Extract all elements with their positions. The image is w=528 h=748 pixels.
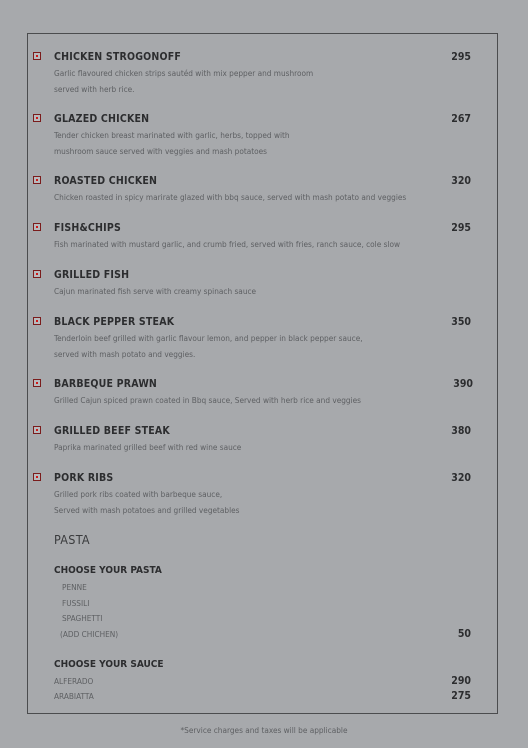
veg-nonveg-marker-icon [33, 270, 41, 278]
item-name: GLAZED CHICKEN [54, 113, 150, 125]
pasta-option: SPAGHETTI [62, 613, 103, 623]
item-price: 267 [451, 113, 471, 125]
item-name: BLACK PEPPER STEAK [54, 316, 175, 328]
sauce-price: 275 [451, 690, 471, 702]
item-name: BARBEQUE PRAWN [54, 378, 158, 390]
add-chicken-option: (ADD CHICHEN) [60, 629, 119, 639]
pasta-option: FUSSILI [62, 598, 90, 608]
item-description-line2: Served with mash potatoes and grilled vegetables [54, 505, 240, 515]
item-description: Fish marinated with mustard garlic, and crumb fried, served with fries, ranch sauce, cole slow [54, 239, 401, 249]
service-charge-note: *Service charges and taxes will be applicable [180, 725, 348, 735]
item-name: ROASTED CHICKEN [54, 175, 158, 187]
item-description: Garlic flavoured chicken strips sautéd with mix pepper and mushroom [54, 68, 314, 78]
item-price: 380 [451, 425, 471, 437]
item-description: Tender chicken breast marinated with garlic, herbs, topped with [54, 130, 290, 140]
item-price: 320 [451, 175, 471, 187]
item-description-line2: served with herb rice. [54, 84, 135, 94]
veg-nonveg-marker-icon [33, 223, 41, 231]
item-name: GRILLED FISH [54, 269, 130, 281]
item-description: Grilled Cajun spiced prawn coated in Bbq sauce, Served with herb rice and veggies [54, 395, 362, 405]
item-name: FISH&CHIPS [54, 222, 121, 234]
menu-frame [27, 33, 498, 714]
veg-nonveg-marker-icon [33, 473, 41, 481]
item-name: PORK RIBS [54, 472, 114, 484]
sauce-price: 290 [451, 675, 471, 687]
veg-nonveg-marker-icon [33, 426, 41, 434]
veg-nonveg-marker-icon [33, 114, 41, 122]
veg-nonveg-marker-icon [33, 379, 41, 387]
item-description-line2: mushroom sauce served with veggies and mash potatoes [54, 146, 268, 156]
choose-pasta-heading: CHOOSE YOUR PASTA [54, 565, 162, 576]
item-description: Cajun marinated fish serve with creamy spinach sauce [54, 286, 257, 296]
veg-nonveg-marker-icon [33, 317, 41, 325]
add-chicken-price: 50 [457, 628, 471, 640]
item-description: Chicken roasted in spicy marirate glazed with bbq sauce, served with mash potato and veggies [54, 192, 407, 202]
item-description: Grilled pork ribs coated with barbeque sauce, [54, 489, 223, 499]
item-name: GRILLED BEEF STEAK [54, 425, 170, 437]
pasta-section-title: PASTA [54, 532, 90, 547]
veg-nonveg-marker-icon [33, 52, 41, 60]
item-price: 295 [451, 51, 471, 63]
sauce-option: ALFERADO [54, 676, 94, 686]
sauce-option: ARABIATTA [54, 691, 94, 701]
item-name: CHICKEN STROGONOFF [54, 51, 182, 63]
item-description: Paprika marinated grilled beef with red wine sauce [54, 442, 242, 452]
item-price: 295 [451, 222, 471, 234]
pasta-option: PENNE [62, 582, 87, 592]
item-price: 390 [453, 378, 473, 390]
item-price: 320 [451, 472, 471, 484]
choose-sauce-heading: CHOOSE YOUR SAUCE [54, 659, 164, 670]
item-description: Tenderloin beef grilled with garlic flavour lemon, and pepper in black pepper sauce, [54, 333, 363, 343]
item-description-line2: served with mash potato and veggies. [54, 349, 196, 359]
veg-nonveg-marker-icon [33, 176, 41, 184]
item-price: 350 [451, 316, 471, 328]
